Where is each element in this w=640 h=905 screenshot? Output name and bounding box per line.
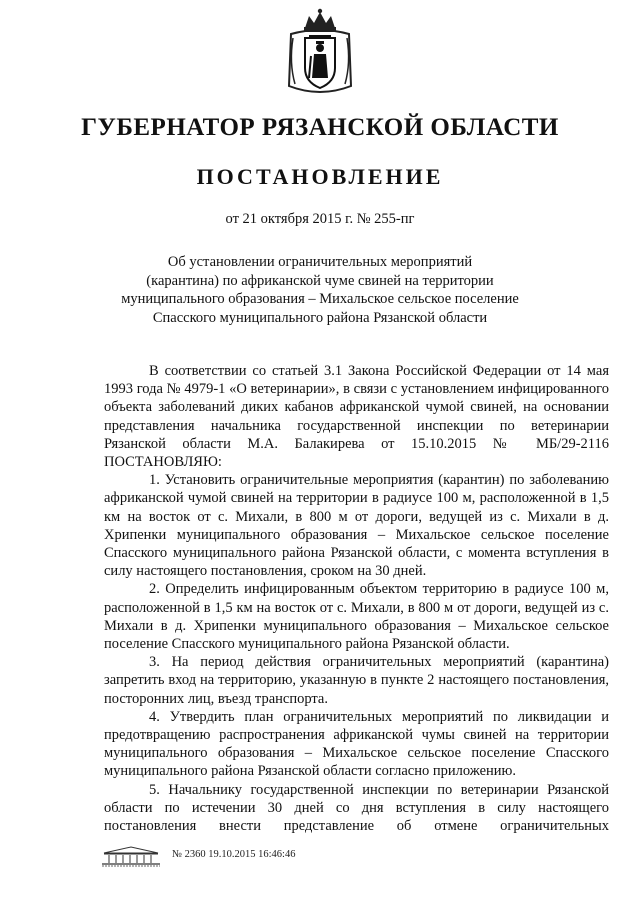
coat-of-arms-icon bbox=[283, 8, 357, 100]
document-body bbox=[104, 362, 609, 835]
document-subject bbox=[90, 253, 550, 327]
clause-2: 2. Определить инфицированным объектом территорию в радиусе 100 м, расположенной в 1,5 км на восток от с. Михали, в 800 м от дороги, ведущей из с. Михали в д. Хрипенки муниципального образования – Михальское сельское поселение Спасского муниципального района Рязанской области. bbox=[104, 581, 609, 653]
subject-line: (карантина) по африканской чуме свиней на территории bbox=[146, 272, 494, 289]
clause-4: 4. Утвердить план ограничительных мероприятий по ликвидации и предотвращению распространения африканской чумы свиней на территории муниципального образования – Михальское сельское поселение Спасского муниципального района Рязанской области согласно приложению. bbox=[104, 708, 609, 780]
subject-line: Спасского муниципального района Рязанской области bbox=[152, 309, 488, 326]
subject-line: Об установлении ограничительных мероприятий bbox=[167, 254, 473, 270]
issuer-title: ГУБЕРНАТОР РЯЗАНСКОЙ ОБЛАСТИ bbox=[81, 114, 559, 141]
preamble-paragraph: В соответствии со статьей 3.1 Закона Российской Федерации от 14 мая 1993 года № 4979-1 «О ветеринарии», в связи с установлением инфицированного объекта заболеваний диких кабанов африканской чумой свиней, на основании представления начальника государственной инспекции по ветеринарии Рязанской области М.А. Балакирева от 15.10.2015 № МБ/29-2116 ПОСТАНОВЛЯЮ: bbox=[104, 363, 609, 471]
document-type: ПОСТАНОВЛЕНИЕ bbox=[196, 164, 444, 189]
clause-1: 1. Установить ограничительные мероприятия (карантин) по заболеванию африканской чумой свиней на территории в радиусе 100 м, расположенной в 1,5 км на восток от с. Михали, в 800 м от дороги, ведущей из с. Михали в д. Хрипенки муниципального образования – Михальское сельское поселение Спасского муниципального района Рязанской области, с момента вступления в силу настоящего постановления, сроком на 30 дней. bbox=[104, 472, 609, 580]
subject-line: муниципального образования – Михальское сельское поселение bbox=[121, 291, 519, 307]
government-building-stamp-icon bbox=[100, 845, 162, 867]
registration-reference: № 2360 19.10.2015 16:46:46 bbox=[172, 849, 296, 860]
document-date-number: от 21 октября 2015 г. № 255-пг bbox=[225, 211, 415, 227]
clause-3: 3. На период действия ограничительных мероприятий (карантина) запретить вход на территорию, указанную в пункте 2 настоящего постановления, посторонних лиц, въезд транспорта. bbox=[104, 654, 609, 707]
clause-5: 5. Начальнику государственной инспекции по ветеринарии Рязанской области по истечении 30 дней со дня вступления в силу настоящего постановления внести представление об отмене ограничительных bbox=[104, 781, 609, 835]
